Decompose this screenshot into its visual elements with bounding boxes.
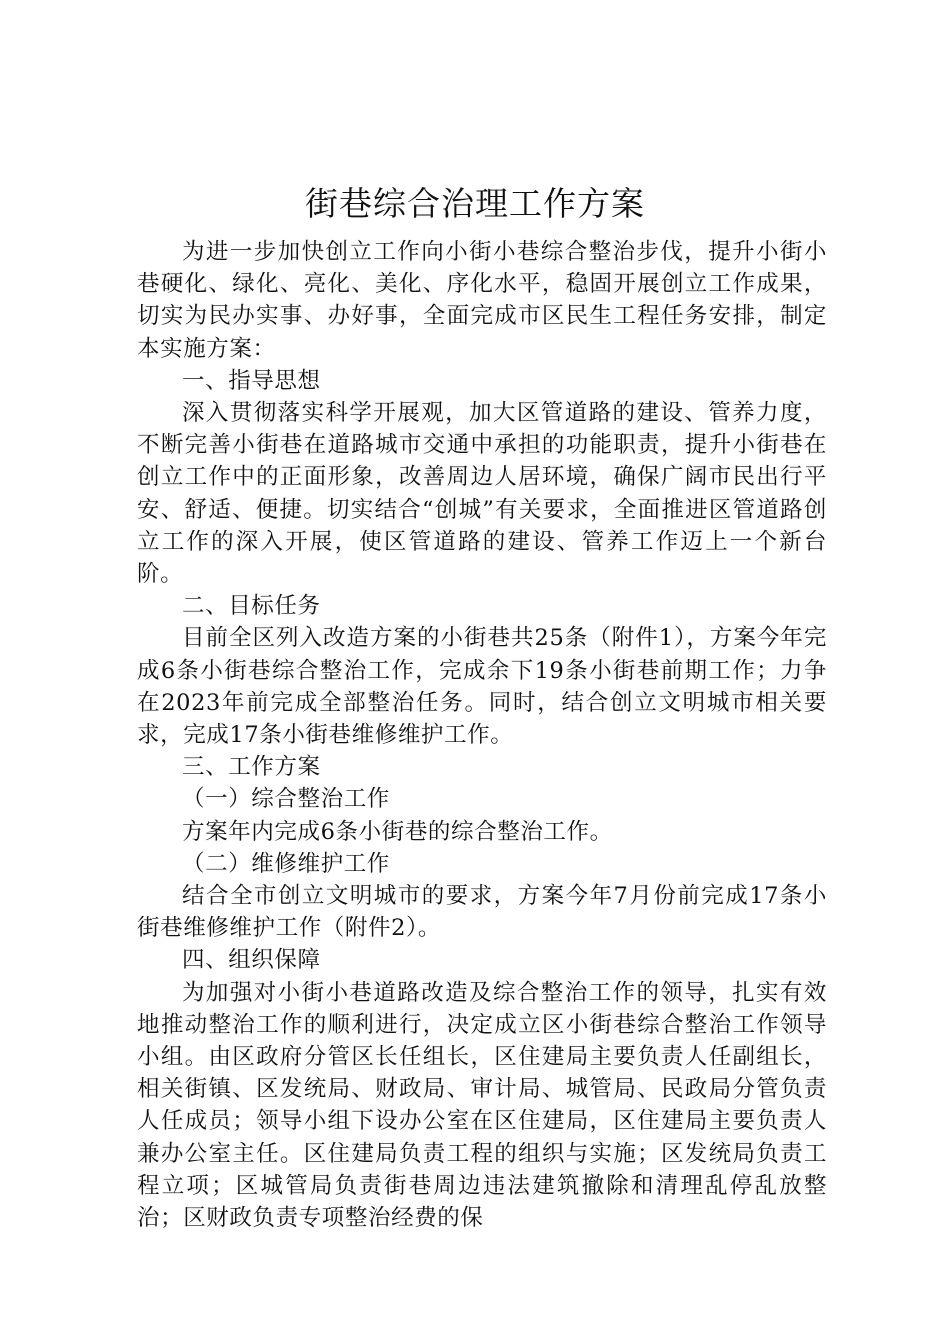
section-heading-goals: 二、目标任务	[182, 593, 321, 620]
subsection-heading-comprehensive-renovation: （一）综合整治工作	[182, 786, 390, 813]
comprehensive-renovation-paragraph: 方案年内完成6条小街巷的综合整治工作。	[182, 818, 613, 845]
subsection-heading-maintenance: （二）维修维护工作	[182, 850, 390, 877]
document-body	[137, 236, 827, 1234]
section-heading-guiding-ideology: 一、指导思想	[182, 367, 321, 394]
document-title: 街巷综合治理工作方案	[305, 184, 645, 223]
section-heading-organization: 四、组织保障	[182, 947, 321, 974]
goals-paragraph: 目前全区列入改造方案的小街巷共25条（附件1），方案今年完成6条小街巷综合整治工作，完成余下19条小街巷前期工作；力争在2023年前完成全部整治任务。同时，结合创立文明城市相关要求，完成17条小街巷维修维护工作。	[137, 625, 827, 749]
maintenance-paragraph: 结合全市创立文明城市的要求，方案今年7月份前完成17条小街巷维修维护工作（附件2）。	[137, 883, 827, 942]
intro-paragraph: 为进一步加快创立工作向小街小巷综合整治步伐，提升小街小巷硬化、绿化、亮化、美化、序化水平，稳固开展创立工作成果，切实为民办实事、办好事，全面完成市区民生工程任务安排，制定本实施方案：	[137, 239, 827, 362]
guiding-ideology-paragraph: 深入贯彻落实科学开展观，加大区管道路的建设、管养力度，不断完善小街巷在道路城市交通中承担的功能职责，提升小街巷在创立工作中的正面形象，改善周边人居环境，确保广阔市民出行平安、舒适、便捷。切实结合“创城”有关要求，全面推进区管道路创立工作的深入开展，使区管道路的建设、管养工作迈上一个新台阶。	[137, 400, 827, 588]
organization-paragraph: 为加强对小街小巷道路改造及综合整治工作的领导，扎实有效地推动整治工作的顺利进行，决定成立区小街巷综合整治工作领导小组。由区政府分管区长任组长，区住建局主要负责人任副组长，相关街镇、区发统局、财政局、审计局、城管局、民政局分管负责人任成员；领导小组下设办公室在区住建局，区住建局主要负责人兼办公室主任。区住建局负责工程的组织与实施；区发统局负责工程立项；区城管局负责街巷周边违法建筑撤除和清理乱停乱放整治；区财政负责专项整治经费的保	[137, 979, 827, 1232]
section-heading-work-plan: 三、工作方案	[182, 754, 321, 781]
